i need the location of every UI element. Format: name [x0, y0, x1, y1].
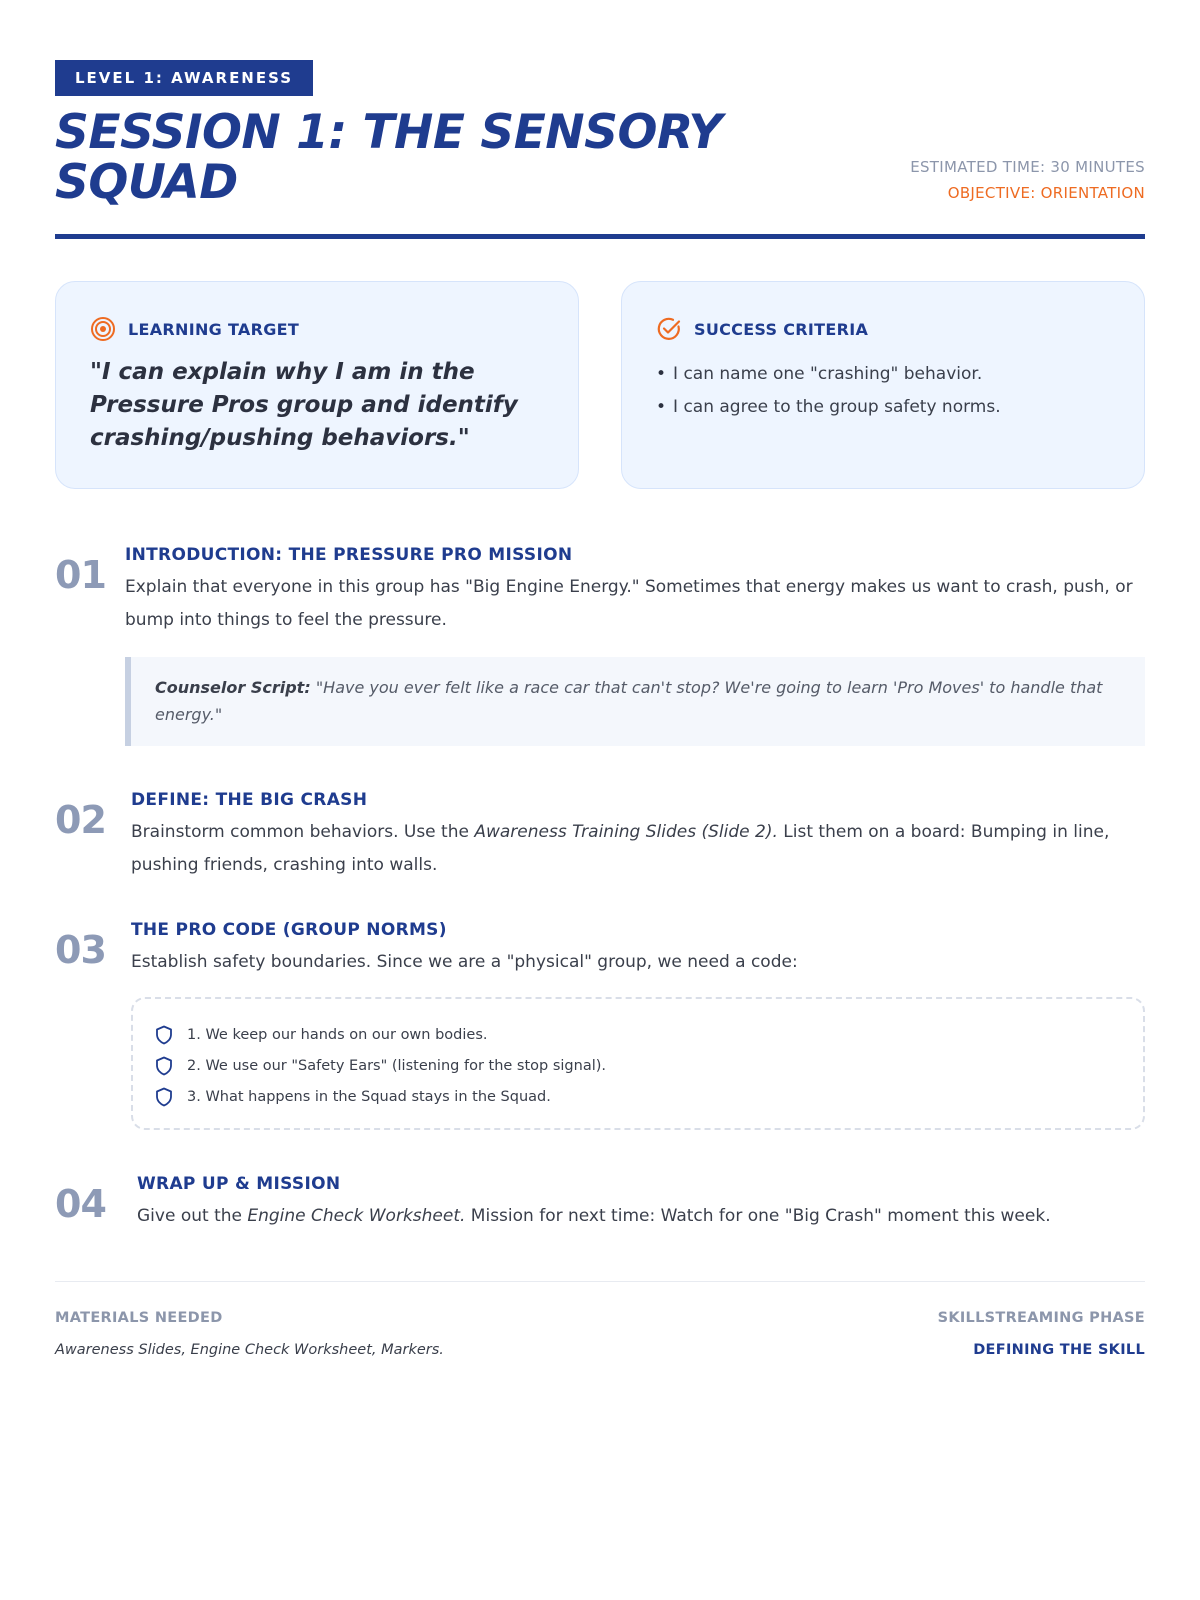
learning-target-card: [55, 281, 579, 489]
norm-text: 3. What happens in the Squad stays in the Squad.: [187, 1088, 551, 1105]
check-circle-icon: [656, 316, 682, 342]
step-body: [137, 1174, 1145, 1233]
criteria-item: • I can name one "crashing" behavior.: [656, 358, 1110, 391]
step-body: [131, 920, 1145, 1130]
step-text-part: Mission for next time: Watch for one "Big Crash" moment this week.: [465, 1206, 1051, 1226]
step-title: WRAP UP & MISSION: [137, 1174, 341, 1194]
phase-value: DEFINING THE SKILL: [973, 1342, 1145, 1358]
materials-section: [55, 1310, 444, 1358]
step-text: Establish safety boundaries. Since we are a "physical" group, we need a code:: [131, 952, 798, 972]
target-icon: [90, 316, 116, 342]
success-criteria-label: SUCCESS CRITERIA: [694, 319, 869, 339]
objective: OBJECTIVE: ORIENTATION: [947, 184, 1145, 202]
step-04: [55, 1174, 1145, 1233]
materials-label: MATERIALS NEEDED: [55, 1310, 223, 1326]
norm-text: 1. We keep our hands on our own bodies.: [187, 1026, 488, 1043]
step-text: [137, 1200, 1145, 1233]
step-text-part: Give out the: [137, 1206, 248, 1226]
page-header: [55, 105, 1145, 210]
step-number: 01: [55, 553, 106, 597]
target-cards: [55, 281, 1145, 489]
step-text: [131, 816, 1145, 882]
counselor-script: [125, 657, 1145, 746]
norm-item: [155, 1050, 1121, 1081]
success-criteria-list: [656, 358, 1110, 424]
step-number: 03: [55, 928, 106, 972]
learning-target-label: LEARNING TARGET: [128, 319, 300, 339]
shield-icon: [155, 1025, 173, 1045]
step-text: Explain that everyone in this group has "Big Engine Energy." Sometimes that energy makes us want to crash, push, or bump into things to feel the pressure.: [125, 577, 1133, 630]
step-number: 04: [55, 1182, 106, 1226]
step-title: INTRODUCTION: THE PRESSURE PRO MISSION: [125, 545, 573, 565]
script-text: "Have you ever felt like a race car that can't stop? We're going to learn 'Pro Moves' to handle that energy.": [155, 678, 1103, 724]
step-title: THE PRO CODE (GROUP NORMS): [131, 920, 447, 940]
step-text-part: Brainstorm common behaviors. Use the: [131, 822, 475, 842]
norm-text: 2. We use our "Safety Ears" (listening for the stop signal).: [187, 1057, 606, 1074]
page-title: SESSION 1: THE SENSORY SQUAD: [55, 105, 722, 210]
success-criteria-card: [621, 281, 1145, 489]
step-title: DEFINE: THE BIG CRASH: [131, 790, 368, 810]
level-badge: LEVEL 1: AWARENESS: [55, 60, 313, 96]
learning-target-quote: "I can explain why I am in the Pressure Pros group and identify crashing/pushing behaviors.": [90, 359, 518, 451]
phase-label: SKILLSTREAMING PHASE: [937, 1310, 1145, 1326]
footer-divider: [55, 1281, 1145, 1282]
success-criteria-header: [656, 316, 1110, 342]
step-text-part: List them on a board: Bumping in line, pushing friends, crashing into walls.: [131, 822, 1110, 875]
step-03: [55, 920, 1145, 1130]
step-body: [131, 790, 1145, 882]
step-number: 02: [55, 798, 106, 842]
script-label: Counselor Script:: [155, 678, 311, 697]
estimated-time: ESTIMATED TIME: 30 MINUTES: [910, 158, 1145, 176]
group-norms-box: [131, 997, 1145, 1130]
materials-value: Awareness Slides, Engine Check Worksheet, Markers.: [55, 1342, 444, 1358]
norm-item: [155, 1019, 1121, 1050]
norm-item: [155, 1081, 1121, 1112]
page-footer: [55, 1310, 1145, 1358]
learning-target-header: [90, 316, 544, 342]
shield-icon: [155, 1056, 173, 1076]
shield-icon: [155, 1087, 173, 1107]
criteria-item: • I can agree to the group safety norms.: [656, 391, 1110, 424]
slides-reference: Awareness Training Slides (Slide 2).: [474, 822, 778, 842]
step-body: [125, 545, 1145, 746]
worksheet-reference: Engine Check Worksheet.: [247, 1206, 466, 1226]
session-meta: [910, 158, 1145, 208]
step-02: [55, 790, 1145, 882]
step-01: [55, 545, 1145, 746]
header-divider: [55, 234, 1145, 239]
phase-section: [938, 1310, 1145, 1358]
